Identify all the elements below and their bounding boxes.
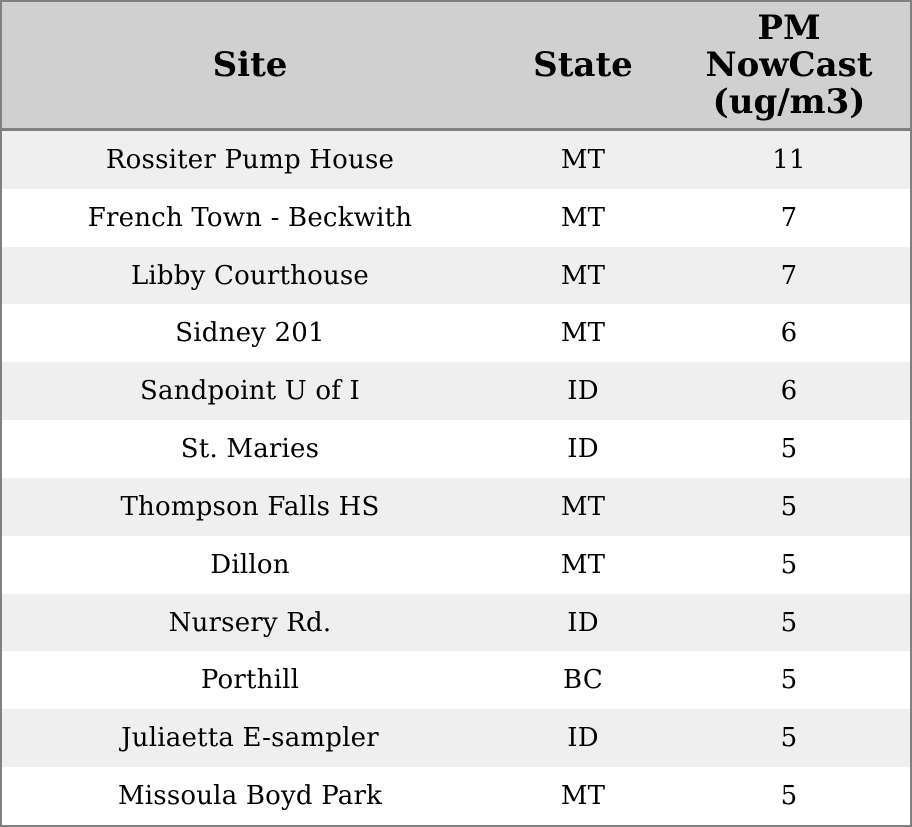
table-row: [2, 709, 910, 767]
table-row: [2, 420, 910, 478]
header-site: Site: [212, 44, 288, 85]
table-row: [2, 131, 910, 189]
cell-state: MT: [560, 549, 606, 580]
table-header-row: [2, 2, 910, 131]
table-body: [2, 131, 910, 825]
cell-state: ID: [567, 607, 599, 638]
table-row: [2, 478, 910, 536]
cell-site: St. Maries: [180, 434, 320, 465]
cell-state: MT: [560, 318, 606, 349]
cell-pm-nowcast: 7: [780, 202, 798, 233]
cell-pm-nowcast: 5: [780, 723, 798, 754]
cell-pm-nowcast: 5: [780, 607, 798, 638]
table-row: [2, 247, 910, 305]
cell-site: Nursery Rd.: [168, 607, 332, 638]
cell-site: French Town - Beckwith: [87, 202, 413, 233]
cell-pm-nowcast: 11: [772, 144, 806, 175]
header-pm-nowcast: PM NowCast (ug/m3): [705, 7, 873, 122]
table-row: [2, 651, 910, 709]
cell-site: Dillon: [210, 549, 290, 580]
cell-site: Rossiter Pump House: [105, 144, 395, 175]
cell-state: BC: [563, 665, 603, 696]
cell-site: Thompson Falls HS: [120, 491, 380, 522]
table-row: [2, 536, 910, 594]
cell-pm-nowcast: 5: [780, 434, 798, 465]
cell-pm-nowcast: 6: [780, 376, 798, 407]
cell-site: Missoula Boyd Park: [117, 781, 383, 812]
cell-pm-nowcast: 5: [780, 549, 798, 580]
cell-state: MT: [560, 491, 606, 522]
cell-site: Sandpoint U of I: [140, 376, 360, 407]
table-row: [2, 594, 910, 652]
table-row: [2, 189, 910, 247]
cell-pm-nowcast: 5: [780, 665, 798, 696]
cell-state: MT: [560, 781, 606, 812]
cell-state: MT: [560, 260, 606, 291]
table-row: [2, 767, 910, 825]
cell-site: Juliaetta E-sampler: [121, 723, 379, 754]
cell-site: Sidney 201: [175, 318, 325, 349]
cell-state: MT: [560, 144, 606, 175]
cell-pm-nowcast: 5: [780, 491, 798, 522]
cell-pm-nowcast: 6: [780, 318, 798, 349]
cell-state: ID: [567, 434, 599, 465]
cell-site: Libby Courthouse: [130, 260, 370, 291]
cell-pm-nowcast: 7: [780, 260, 798, 291]
cell-site: Porthill: [200, 665, 300, 696]
header-state: State: [533, 44, 633, 85]
table-row: [2, 304, 910, 362]
cell-pm-nowcast: 5: [780, 781, 798, 812]
cell-state: ID: [567, 376, 599, 407]
cell-state: ID: [567, 723, 599, 754]
cell-state: MT: [560, 202, 606, 233]
table-row: [2, 362, 910, 420]
